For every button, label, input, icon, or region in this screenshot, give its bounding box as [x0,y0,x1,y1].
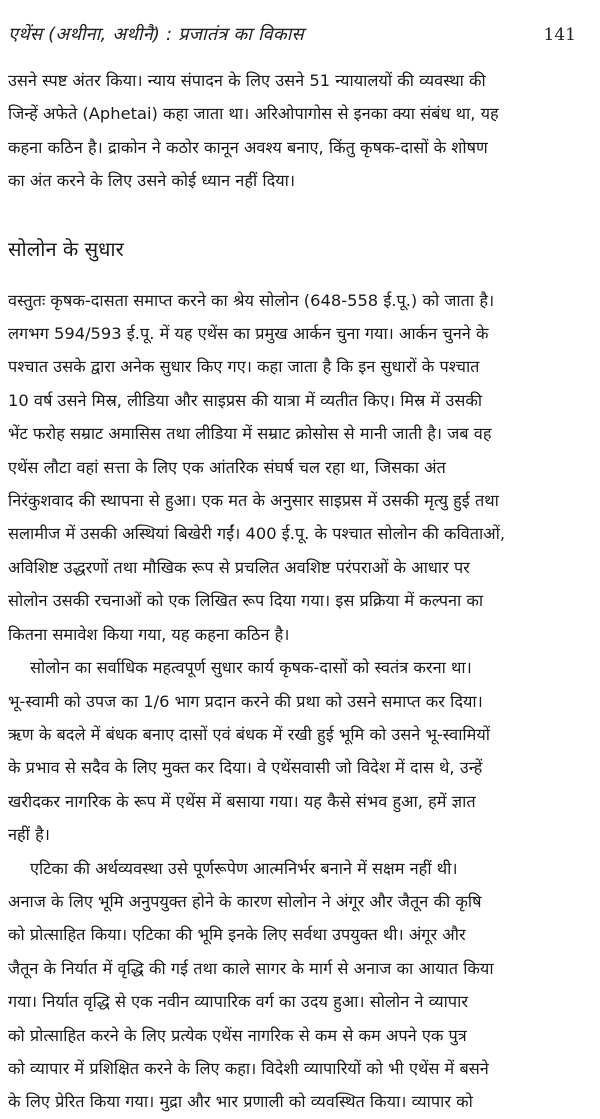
text-line: सोलोन का सर्वाधिक महत्वपूर्ण सुधार कार्य कृषक-दासों को स्वतंत्र करना था। [30,658,472,678]
text-line: पश्चात उसके द्वारा अनेक सुधार किए गए। कहा जाता है कि इन सुधारों के पश्चात [8,357,480,377]
page-number: 141 [543,25,576,45]
text-line: अनाज के लिए भूमि अनुपयुक्त होने के कारण सोलोन ने अंगूर और जैतून की कृषि [8,891,482,911]
text-line: सोलोन उसकी रचनाओं को एक लिखित रूप दिया गया। इस प्रक्रिया में कल्पना का [8,591,484,611]
text-line: जिन्हें अफेते (Aphetai) कहा जाता था। अरिओपागोस से इनका क्या संबंध था, यह [8,104,499,124]
text-line: एटिका की अर्थव्यवस्था उसे पूर्णरूपेण आत्मनिर्भर बनाने में सक्षम नहीं थी। [30,858,458,878]
text-line: खरीदकर नागरिक के रूप में एथेंस में बसाया गया। यह कैसे संभव हुआ, हमें ज्ञात [8,791,476,811]
text-line: भेंट फरोह सम्राट अमासिस तथा लीडिया में सम्राट क्रोसोस से मानी जाती है। जब वह [8,424,492,444]
text-line: कहना कठिन है। द्राकोन ने कठोर कानून अवश्य बनाए, किंतु कृषक-दासों के शोषण [8,137,488,157]
text-line: उसने स्पष्ट अंतर किया। न्याय संपादन के लिए उसने 51 न्यायालयों की व्यवस्था की [8,71,486,90]
running-title: एथेंस (अथीना, अथीनै) : प्रजातंत्र का विकास [8,24,304,45]
text-line: एथेंस लौटा वहां सत्ता के लिए एक आंतरिक संघर्ष चल रहा था, जिसका अंत [8,457,446,477]
text-line: लगभग 594/593 ई.पू. में यह एथेंस का प्रमुख आर्कन चुना गया। आर्कन चुनने के [8,324,489,344]
text-line: अविशिष्ट उद्धरणों तथा मौखिक रूप से प्रचलित अवशिष्ट परंपराओं के आधार पर [8,557,470,577]
paragraph-serf-reform [8,651,576,851]
text-line: सलामीज में उसकी अस्थियां बिखेरी गईं। 400 ई.पू. के पश्चात सोलोन की कविताओं, [8,524,506,544]
section-heading: सोलोन के सुधार [8,236,124,261]
text-line: को प्रोत्साहित किया। एटिका की भूमि इनके लिए सर्वथा उपयुक्त थी। अंगूर और [8,925,466,945]
text-line: गया। निर्यात वृद्धि से एक नवीन व्यापारिक वर्ग का उदय हुआ। सोलोन ने व्यापार [8,992,468,1012]
text-line: के लिए प्रेरित किया गया। मुद्रा और भार प्रणाली को व्यवस्थित किया। व्यापार को [8,1092,473,1112]
paragraph-draco-continued [8,64,576,198]
text-line: नहीं है। [8,825,50,845]
running-head [8,22,576,62]
text-line: कितना समावेश किया गया, यह कहना कठिन है। [8,624,290,644]
text-line: निरंकुशवाद की स्थापना से हुआ। एक मत के अनुसार साइप्रस में उसकी मृत्यु हुई तथा [8,491,499,511]
text-line: ऋण के बदले में बंधक बनाए दासों एवं बंधक में रखी हुई भूमि को उसने भू-स्वामियों [8,724,491,744]
text-line: जैतून के निर्यात में वृद्धि की गई तथा काले सागर के मार्ग से अनाज का आयात किया [8,958,494,978]
text-line: को व्यापार में प्रशिक्षित करने के लिए कहा। विदेशी व्यापारियों को भी एथेंस में बसने [8,1058,489,1078]
text-line: को प्रोत्साहित करने के लिए प्रत्येक एथेंस नागरिक से कम से कम अपने एक पुत्र [8,1025,467,1045]
text-line: भू-स्वामी को उपज का 1/6 भाग प्रदान करने की प्रथा को उसने समाप्त कर दिया। [8,691,483,711]
text-line: के प्रभाव से सदैव के लिए मुक्त कर दिया। वे एथेंसवासी जो विदेश में दास थे, उन्हें [8,758,483,778]
text-line: वस्तुतः कृषक-दासता समाप्त करने का श्रेय सोलोन (648-558 ई.पू.) को जाता है। [8,290,495,310]
text-line: 10 वर्ष उसने मिस्र, लीडिया और साइप्रस की यात्रा में व्यतीत किए। मिस्र में उसकी [8,390,483,410]
paragraph-economy [8,852,576,1119]
paragraph-solon-intro [8,284,576,651]
text-line: का अंत करने के लिए उसने कोई ध्यान नहीं दिया। [8,171,296,191]
